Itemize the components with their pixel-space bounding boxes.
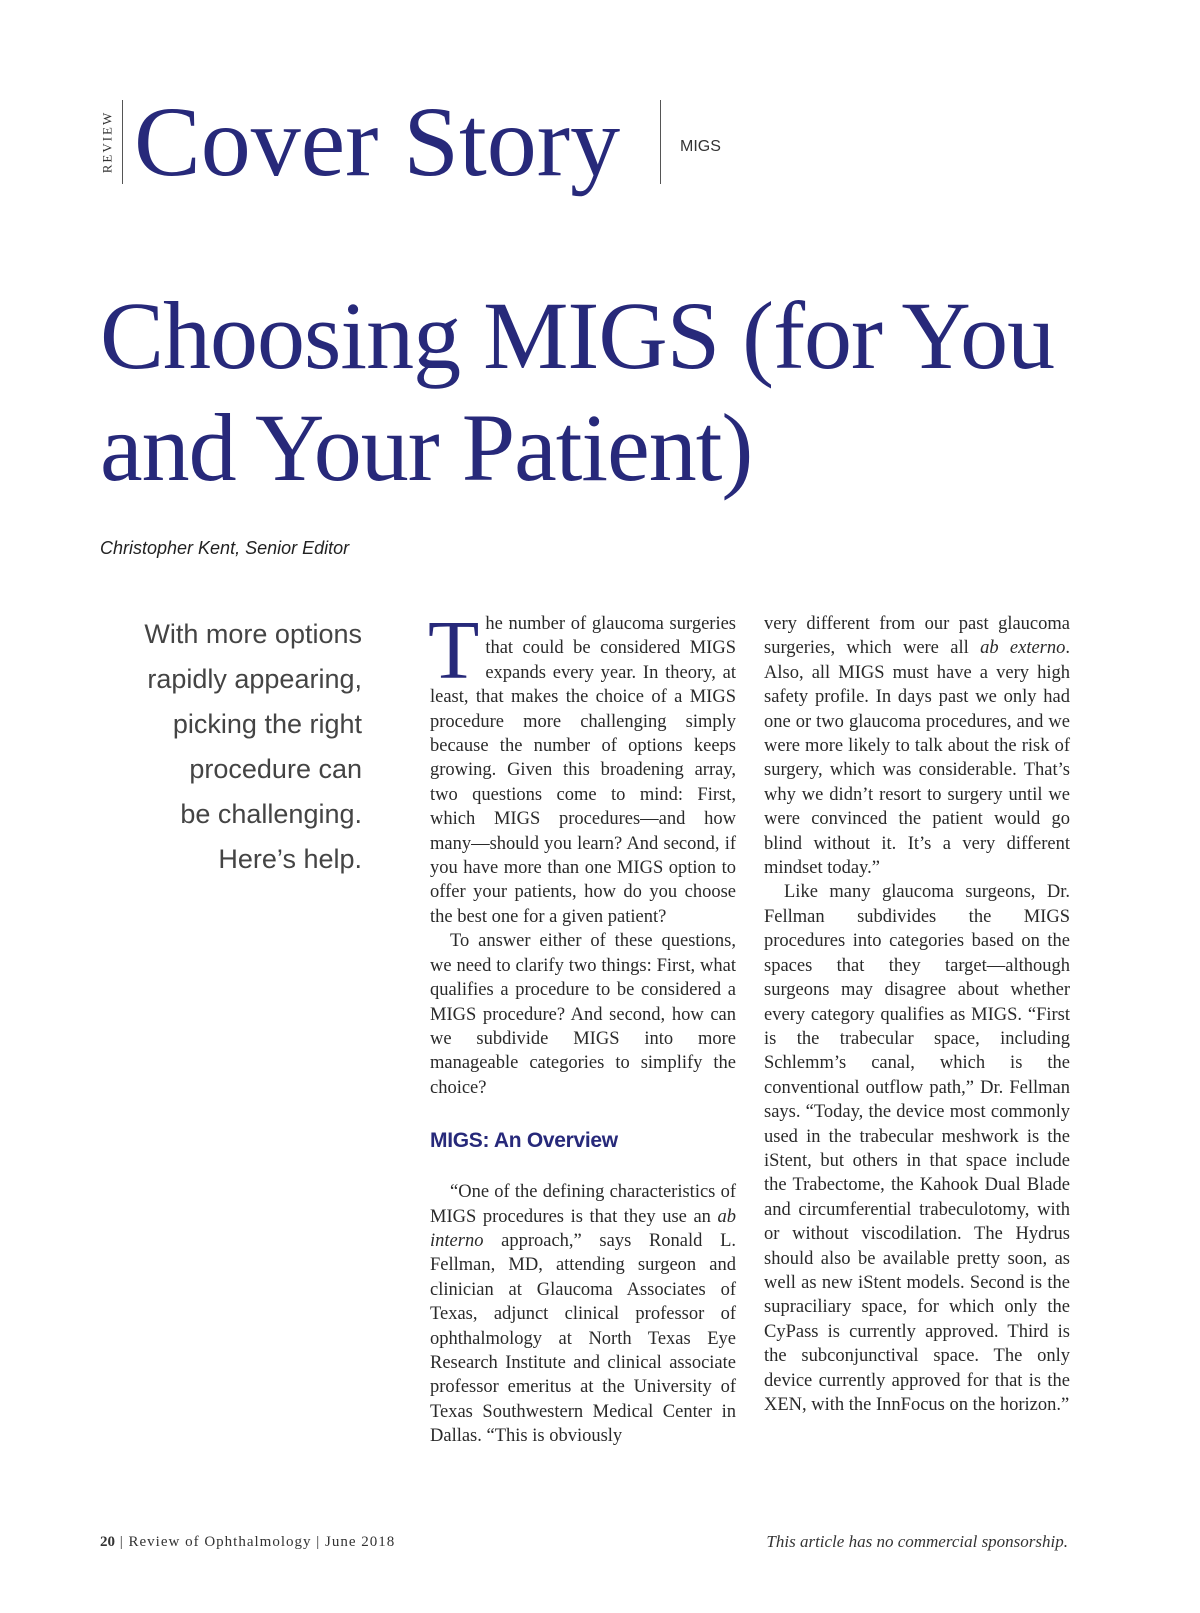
section-title: Cover Story — [134, 86, 621, 197]
italic-term: ab externo — [980, 638, 1066, 659]
body-paragraph — [428, 604, 736, 929]
body-paragraph — [430, 1180, 736, 1448]
pull-quote — [100, 612, 362, 882]
paragraph-text: he number of glaucoma surgeries that could be considered MIGS expands every year. In theory, at least, that makes the choice of a MIGS procedure more challenging simply because the number of options keeps growing. Given this broadening array, two questions come to mind: First, which MIGS procedures—and how many—should you learn? And second, if you have more than one MIGS option to offer your patients, how do you choose the best one for a given patient? — [430, 614, 736, 927]
pull-quote-line: picking the right — [172, 709, 362, 739]
pull-quote-line: Here’s help. — [218, 844, 362, 874]
pull-quote-line: With more options — [144, 619, 362, 649]
header-divider-right — [660, 100, 661, 184]
page-number: 20 — [100, 1534, 115, 1550]
pull-quote-line: procedure can — [189, 754, 362, 784]
footer-separator: | — [119, 1534, 124, 1550]
article-headline: Choosing MIGS (for You and Your Patient) — [100, 282, 1055, 501]
byline: Christopher Kent, Senior Editor — [100, 538, 350, 558]
subheading: MIGS: An Overview — [430, 1129, 618, 1153]
italic-term: ab interno — [430, 1206, 736, 1251]
page-footer — [100, 1534, 395, 1551]
body-column-2 — [764, 612, 1070, 1417]
paragraph-text: approach,” says Ronald L. Fellman, MD, attending surgeon and clinician at Glaucoma Associates of Texas, adjunct clinical professor of ophthalmology at North Texas Eye Research Institute and clinical associate professor emeritus at the University of Texas Southwestern Medical Center in Dallas. “This is obviously — [430, 1230, 736, 1447]
review-tag — [98, 100, 116, 184]
header-divider-left — [122, 100, 123, 184]
body-paragraph: To answer either of these questions, we need to clarify two things: First, what qualifies a procedure to be considered a MIGS procedure? And second, how can we subdivide MIGS into more manageable categories to simplify the choice? — [430, 931, 736, 1098]
magazine-name: Review of Ophthalmology — [128, 1534, 312, 1550]
pull-quote-line: be challenging. — [180, 799, 362, 829]
drop-cap: T — [428, 604, 480, 697]
paragraph-text: “One of the defining characteristics of MIGS procedures is that they use an — [430, 1182, 736, 1227]
paragraph-text: very different from our past glaucoma surgeries, which were all — [764, 614, 1070, 659]
footer-separator: | — [316, 1534, 321, 1550]
body-paragraph: Like many glaucoma surgeons, Dr. Fellman subdivides the MIGS procedures into categories based on the spaces that they target—although surgeons may disagree about whether every category qualifies as MIGS. “First is the trabecular space, including Schlemm’s canal, which is the conventional outflow path,” Dr. Fellman says. “Today, the device most commonly used in the trabecular meshwork is the iStent, but others in that space include the Trabectome, the Kahook Dual Blade and circumferential trabeculotomy, with or without viscodilation. The Hydrus should also be available pretty soon, as well as new iStent models. Second is the supraciliary space, for which only the CyPass is currently approved. Third is the subconjunctival space. The only device currently approved for that is the XEN, with the InnFocus on the horizon.” — [764, 882, 1070, 1415]
paragraph-text: . Also, all MIGS must have a very high safety profile. In days past we only had one or two glaucoma procedures, and we were more likely to talk about the risk of surgery, which was considerable. That’s why we didn’t resort to surgery until we were convinced the patient would go blind without it. It’s a very different mindset today.” — [764, 638, 1070, 879]
review-tag-label: REVIEW — [99, 110, 115, 174]
body-column-1 — [428, 604, 736, 1449]
body-paragraph — [764, 612, 1070, 880]
sponsorship-note: This article has no commercial sponsorship. — [766, 1532, 1068, 1551]
pull-quote-line: rapidly appearing, — [147, 664, 362, 694]
issue-date: June 2018 — [325, 1534, 396, 1550]
section-topic: MIGS — [680, 138, 721, 155]
